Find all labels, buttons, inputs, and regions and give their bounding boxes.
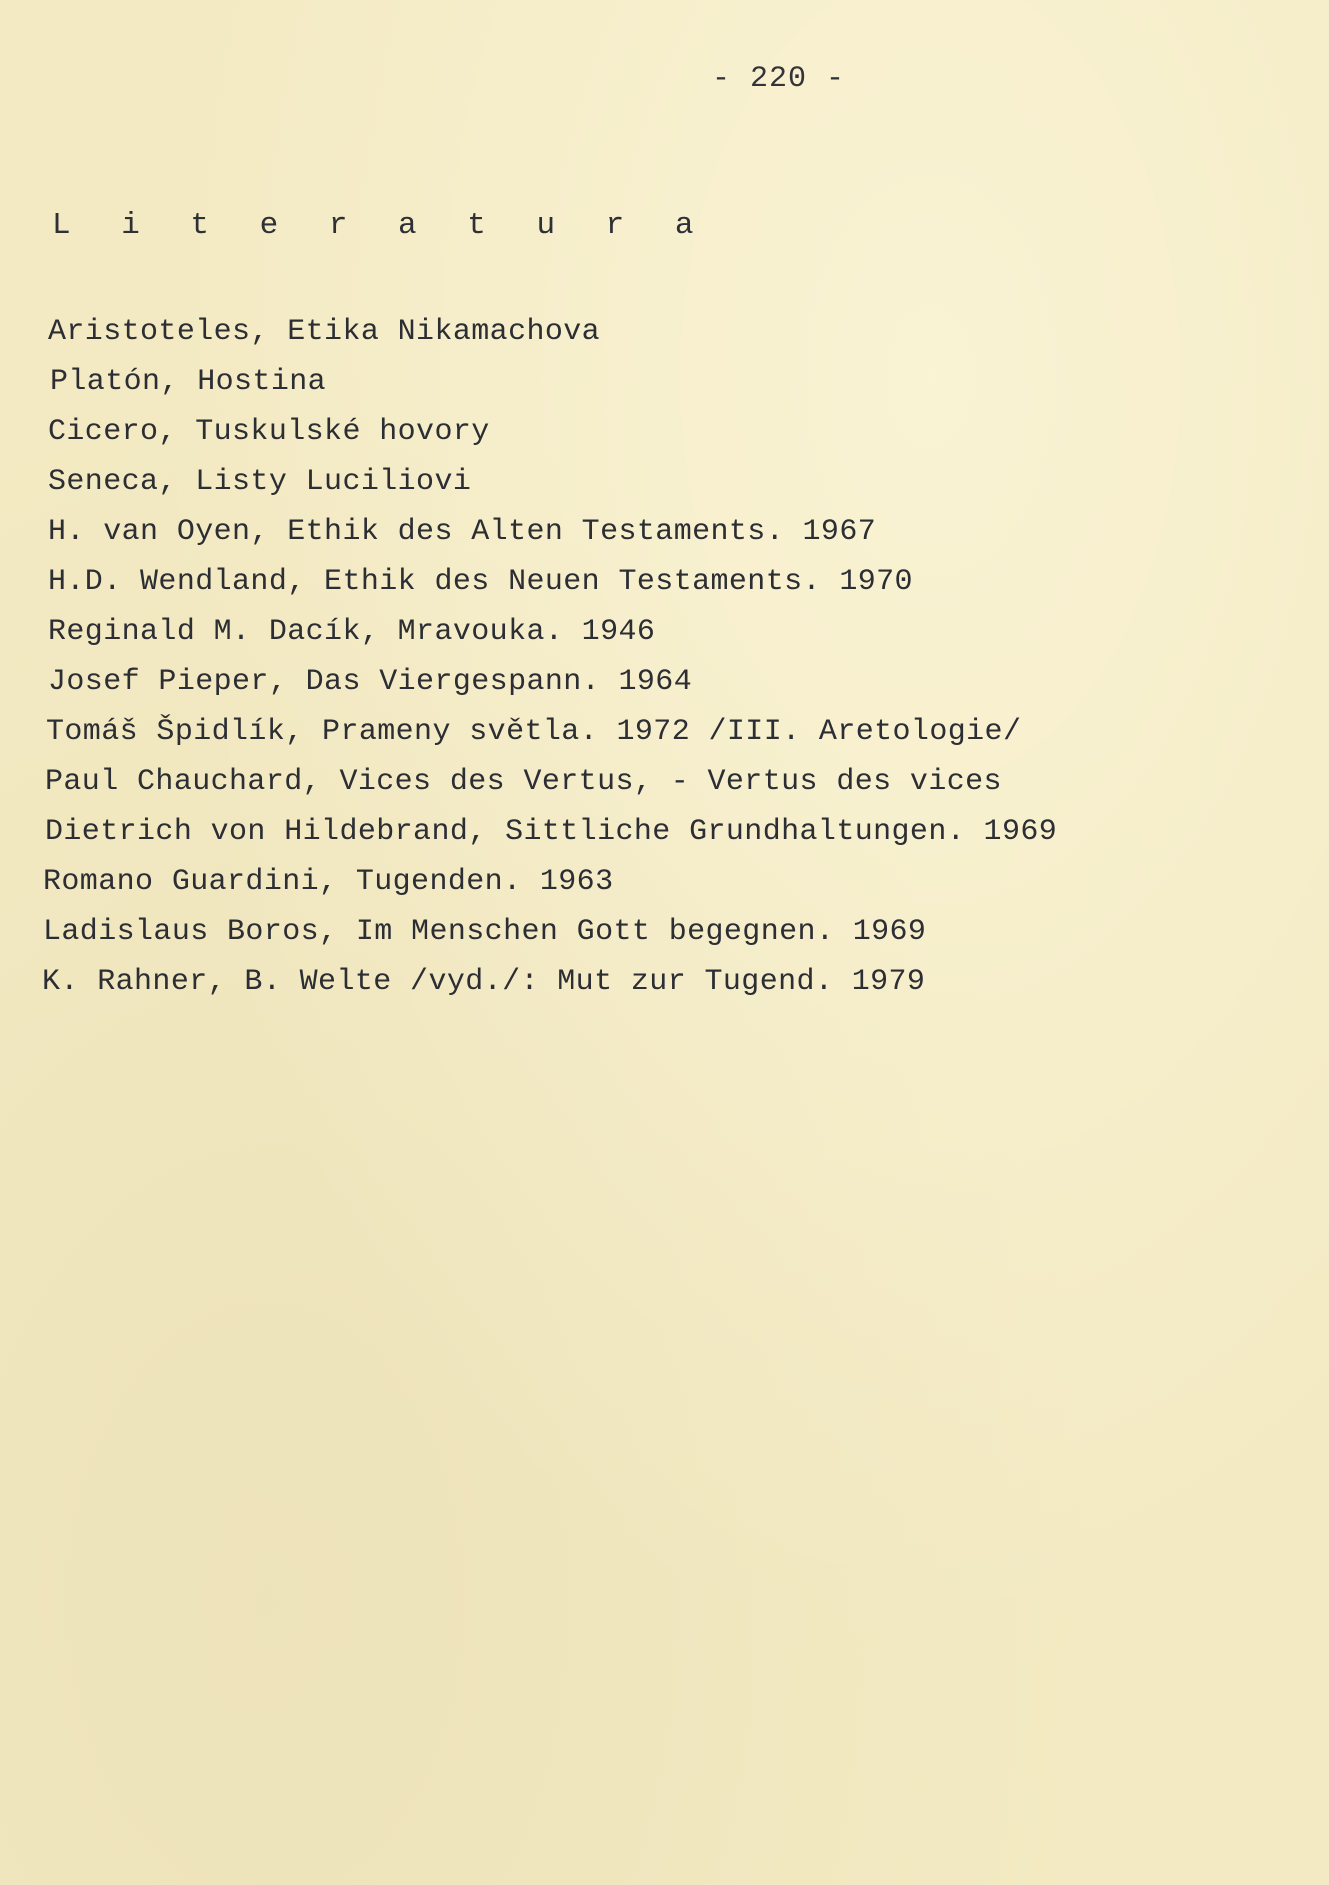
reference-item: Platón, Hostina [50, 365, 327, 399]
section-heading: L i t e r a t u r a [52, 208, 710, 243]
reference-item: Ladislaus Boros, Im Menschen Gott begegnen. 1969 [43, 915, 927, 949]
reference-item: Aristoteles, Etika Nikamachova [48, 315, 601, 349]
reference-item: Cicero, Tuskulské hovory [48, 415, 490, 449]
reference-item: H.D. Wendland, Ethik des Neuen Testaments. 1970 [48, 565, 913, 599]
reference-item: Dietrich von Hildebrand, Sittliche Grundhaltungen. 1969 [45, 815, 1058, 849]
reference-item: Tomáš Špidlík, Prameny světla. 1972 /III. Aretologie/ [46, 715, 1022, 749]
reference-list [42, 307, 1058, 1007]
reference-item: H. van Oyen, Ethik des Alten Testaments. 1967 [48, 515, 877, 549]
reference-item: Seneca, Listy Luciliovi [48, 465, 472, 499]
reference-item: K. Rahner, B. Welte /vyd./: Mut zur Tugend. 1979 [42, 965, 926, 999]
reference-item: Romano Guardini, Tugenden. 1963 [43, 865, 614, 899]
reference-item: Paul Chauchard, Vices des Vertus, - Vertus des vices [45, 765, 1002, 799]
reference-item: Josef Pieper, Das Viergespann. 1964 [48, 665, 693, 699]
reference-item: Reginald M. Dacík, Mravouka. 1946 [48, 615, 656, 649]
page-number: - 220 - [712, 62, 846, 96]
